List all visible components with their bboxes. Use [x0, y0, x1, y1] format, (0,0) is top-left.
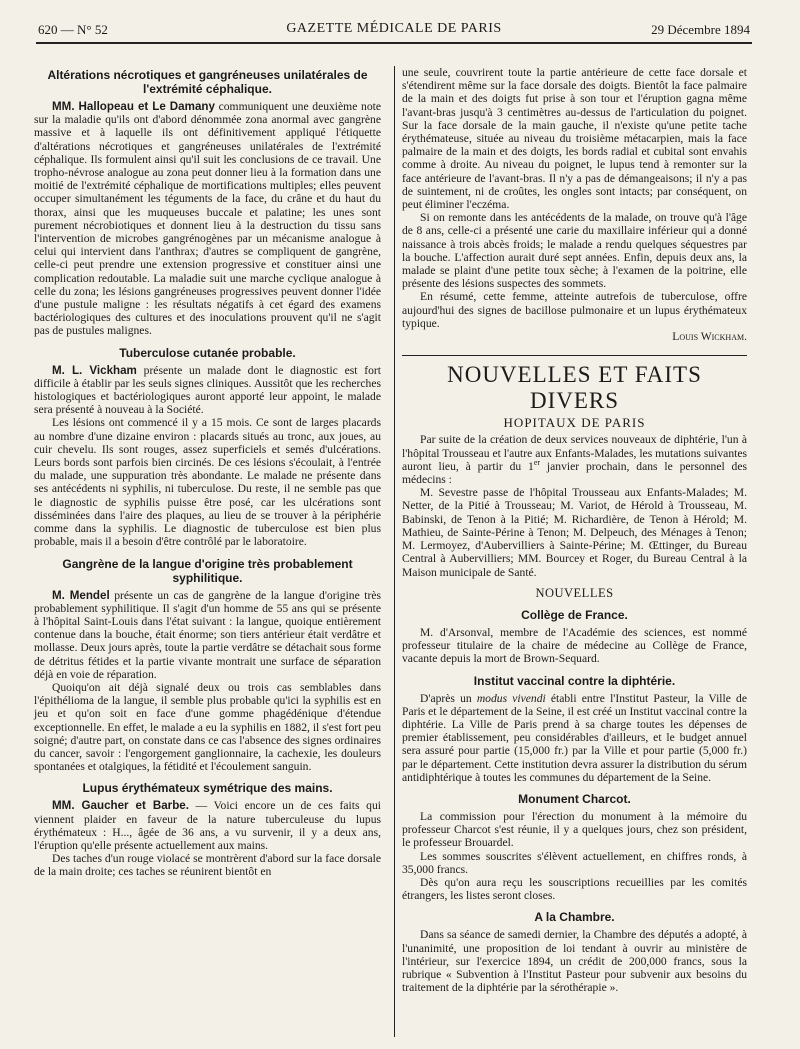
paragraph: M. Sevestre passe de l'hôpital Trousseau aux Enfants-Malades; M. Netter, de la Pitié à Trousseau; M. Variot, de Hérold à Trousseau, M. Babinski, de Tenon à la Pitié; M. Richardière, de Tenon à Hérold; M. Mathieu, de Sainte-Périne à Tenon; M. Delpeuch, des Ménages à Tenon; M. Lermoyez, d'Aubervilliers à Sainte-Périne; M. Œttinger, du Bureau Central à Aubervilliers; MM. Bourcey et Roger, du Bureau Central à la Maison municipale de Santé. [402, 486, 747, 579]
text-run: janvier prochain, dans le personnel des médecins : [402, 459, 748, 487]
article-text: présente un cas de gangrène de la langue d'origine très probablement syphilitique. Il s'agit d'un homme de 55 ans qui se présente à l'hôpital Saint-Louis dans l'état suivant : la langue, quoique entièrement contenue dans la bouche, était énorme; son tiers antérieur était verdâtre et mollasse. Deux jours après, toute la partie verdâtre se détachait sous forme de détritus fétides et la partie vivante montrait une surface de séparation déjà en voie de réparation. [34, 588, 382, 681]
paragraph [402, 433, 747, 486]
article-text: — Voici encore un de ces faits qui viennent plaider en faveur de la nature tuberculeuse du lupus érythémateux : H..., âgée de 36 ans, a vu survenir, il y a deux ans, l'éruption qu'elle présente actuellement aux mains. [34, 799, 381, 852]
news-heading: NOUVELLES ET FAITS DIVERS [447, 362, 702, 414]
article-text: communiquent une deuxième note sur la maladie qu'ils ont d'abord dénommée zona anormal avec gangrène massive et à laquelle ils ont définitivement appliqué l'étiquette d'altérations nécrotiques et gangréneuses unilatérales de l'extrémité céphalique. Ils formulent ainsi qu'il suit les conclusions de ce travail. Une tropho-névrose analogue au zona peut donner lieu à la formation dans une moitié de l'extrémité céphalique de mortifications multiples; elles peuvent occuper simultanément les téguments de la face, du crâne et du haut du thorax, ainsi que les muqueuses buccale et palatine; les unes sont purement nécrobiotiques et donnent lieu à la destruction du tissu sans l'intervention de microbes gangrénogènes par un mécanisme analogue à celui qui intervient dans l'anthrax; d'autres se compliquent de gangrène, celle-ci peut prendre une extension progressive et constituer ainsi une complication redoutable. La maladie suit une marche cyclique analogue à celle du zona; les lésions gangréneuses progressives peuvent donner l'idée d'une pustule maligne : les résultats négatifs à cet égard des examens bactériologiques des cultures et des inoculations prouvent qu'il ne s'agit pas de pustules malignes. [34, 100, 381, 338]
italic-text: modus vivendi [476, 691, 546, 705]
signature [402, 330, 747, 343]
hospitals-heading: HOPITAUX DE PARIS [503, 415, 646, 431]
article-lupus [34, 799, 381, 852]
text-run: Par suite de la création de deux services nouveaux de diphtérie, l'un à l'hôpital Trousseau et l'autre aux Enfants-Malades, les mutations suivantes auront lieu, à partir du 1 [402, 433, 747, 473]
superscript: er [533, 458, 541, 468]
article-authors: M. Mendel [52, 588, 110, 602]
paragraph: La commission pour l'érection du monument à la mémoire du professeur Charcot s'est réunie, il y a quelques jours, chez son président, le professeur Brouardel. [402, 809, 747, 850]
section-title-lupus: Lupus érythémateux symétrique des mains. [82, 781, 333, 796]
left-column [34, 66, 381, 879]
article-authors: MM. Hallopeau et Le Damany [52, 100, 215, 113]
text-run: établi entre l'Institut Pasteur, la Ville de Paris et le département de la Seine, il est créé un Institut vaccinal contre la diphtérie. La Ville de Paris prend à sa charge toutes les dépenses de premier établissement, peu considérables d'ailleurs, et le budget annuel sera assuré pour partie (15,000 fr.) par la Ville et pour partie (5,000 fr.) par le département. Cette institution devra assurer la distribution du sérum antidiphtérique à toutes les communes du département de la Seine. [402, 691, 747, 784]
paragraph: En résumé, cette femme, atteinte autrefois de tuberculose, offre aujourd'hui des signes de bacillose pulmonaire et un lupus érythémateux typique. [402, 290, 747, 330]
running-header [38, 18, 750, 38]
paragraph: Dès qu'on aura reçu les souscriptions recueillies par les comités étrangers, les listes seront closes. [402, 875, 747, 903]
article-tuberculose [34, 364, 381, 417]
section-title-chambre: A la Chambre. [534, 910, 615, 925]
signature-name: Louis Wickham. [672, 330, 747, 344]
right-column [402, 66, 747, 994]
paragraph: Si on remonte dans les antécédents de la malade, on trouve qu'à l'âge de 8 ans, celle-ci a présenté une carie du maxillaire inférieur qui a donné naissance à trois abcès froids; le malade a rendu quelques séquestres par la bouche. L'affection aurait duré sept années. Enfin, depuis deux ans, la malade se plaint d'une petite toux sèche; à l'examen de la poitrine, elle présente des lésions suspectes des sommets. [402, 211, 747, 291]
paragraph: Des taches d'un rouge violacé se montrèrent d'abord sur la face dorsale de la main droite; ces taches se réunirent bientôt en [34, 852, 381, 879]
section-title-tuberculose: Tuberculose cutanée probable. [119, 345, 296, 360]
article-authors: M. L. Vickham [52, 363, 137, 377]
paragraph: Les lésions ont commencé il y a 15 mois. Ce sont de larges placards au nombre d'une dizaine environ : placards situés au tronc, aux joues, au cuir chevelu. Ils sont rouges, assez superficiels et semés d'ulcérations. Leurs bords sont parfois bien circinés. De ces lésions s'écoulait, à l'entrée du malade, une suppuration très abondante. Le malade ne présente dans ses antécédents ni syphilis, ni tuberculose. Du reste, il ne semble pas que le diagnostic de syphilis puisse être posé, car les ulcérations sont disséminées dans l'aire des plaques, au lieu de se trouver à la périphérie comme dans la syphilis. Le diagnostic de tuberculose est bien plus probable, mais il a besoin d'être contrôlé par le laboratoire. [34, 416, 381, 549]
column-divider [394, 66, 395, 1037]
section-title-alterations: Altérations nécrotiques et gangréneuses unilatérales de l'extrémité céphalique. [47, 68, 368, 96]
paragraph: Quoiqu'on ait déjà signalé deux ou trois cas semblables dans l'épithélioma de la langue, il semble plus probable qu'ici la syphilis est en jeu et qu'on soit en face d'une gomme phagédénique d'étendue exceptionnelle. En effet, le malade a eu la syphilis en 1882, il s'est fort peu soigné; d'autre part, on constate dans ce cas l'absence des signes ordinaires du cancer, savoir : l'engorgement ganglionnaire, la cachexie, les douleurs spontanées et otalgiques, la fétidité et l'écoulement sanguin. [34, 680, 381, 774]
article-text: présente un malade dont le diagnostic est fort difficile à établir par les seuls signes cliniques. Aussitôt que les recherches histologiques et bactériologiques auront apporté leur appoint, le malade sera présenté à nouveau à la Société. [34, 363, 381, 417]
journal-title: GAZETTE MÉDICALE DE PARIS [286, 21, 502, 36]
article-alterations [34, 100, 381, 338]
section-title-college: Collège de France. [521, 607, 628, 622]
paragraph [402, 692, 747, 784]
section-title-charcot: Monument Charcot. [518, 791, 631, 806]
paragraph: Les sommes souscrites s'élèvent actuellement, en chiffres ronds, à 35,000 francs. [402, 849, 747, 876]
article-gangrene [34, 589, 381, 681]
text-run: D'après un [420, 691, 477, 705]
page-number: 620 — N° 52 [38, 22, 108, 37]
section-title-institut: Institut vaccinal contre la diphtérie. [473, 673, 676, 688]
article-authors: MM. Gaucher et Barbe. [52, 799, 189, 813]
paragraph-continued: une seule, couvrirent toute la partie antérieure de cette face dorsale et s'étendirent même sur la face dorsale des doigts. Bientôt la face palmaire de la main et des doigts fut prise à son tour et l'éruption gagna même l'avant-bras jusqu'à 3 centimètres au-dessus de l'articulation du poignet. Sur la face dorsale de la main gauche, il n'existe qu'une petite tache érythémateuse, située au niveau du troisième métacarpien, mais la face palmaire de la main et des doigts, les bords radial et cubital sont envahis comme à droite. Au niveau du poignet, le lupus tend à remonter sur la face antérieure de l'avant-bras. Il n'y a pas de démangeaisons; il n'y a pas de suintement, ni de croûtes, les ongles sont intacts; par conséquent, on peut éliminer l'eczéma. [402, 66, 747, 212]
paragraph: M. d'Arsonval, membre de l'Académie des sciences, est nommé professeur titulaire de la chaire de médecine au Collège de France, vacante depuis la mort de Brown-Sequard. [402, 625, 747, 666]
section-rule [402, 355, 747, 356]
nouvelles-heading: NOUVELLES [535, 585, 614, 600]
paragraph: Dans sa séance de samedi dernier, la Chambre des députés a adopté, à l'unanimité, une proposition de loi tendant à ouvrir au ministère de l'intérieur, sur l'exercice 1894, un crédit de 200,000 francs, sous la rubrique « Subvention à l'Institut Pasteur pour subvenir aux besoins du traitement de la diphtérie par la sérothérapie ». [402, 928, 747, 995]
section-title-gangrene: Gangrène de la langue d'origine très probablement syphilitique. [62, 556, 353, 585]
issue-date: 29 Décembre 1894 [651, 22, 750, 37]
header-rule [36, 42, 752, 44]
